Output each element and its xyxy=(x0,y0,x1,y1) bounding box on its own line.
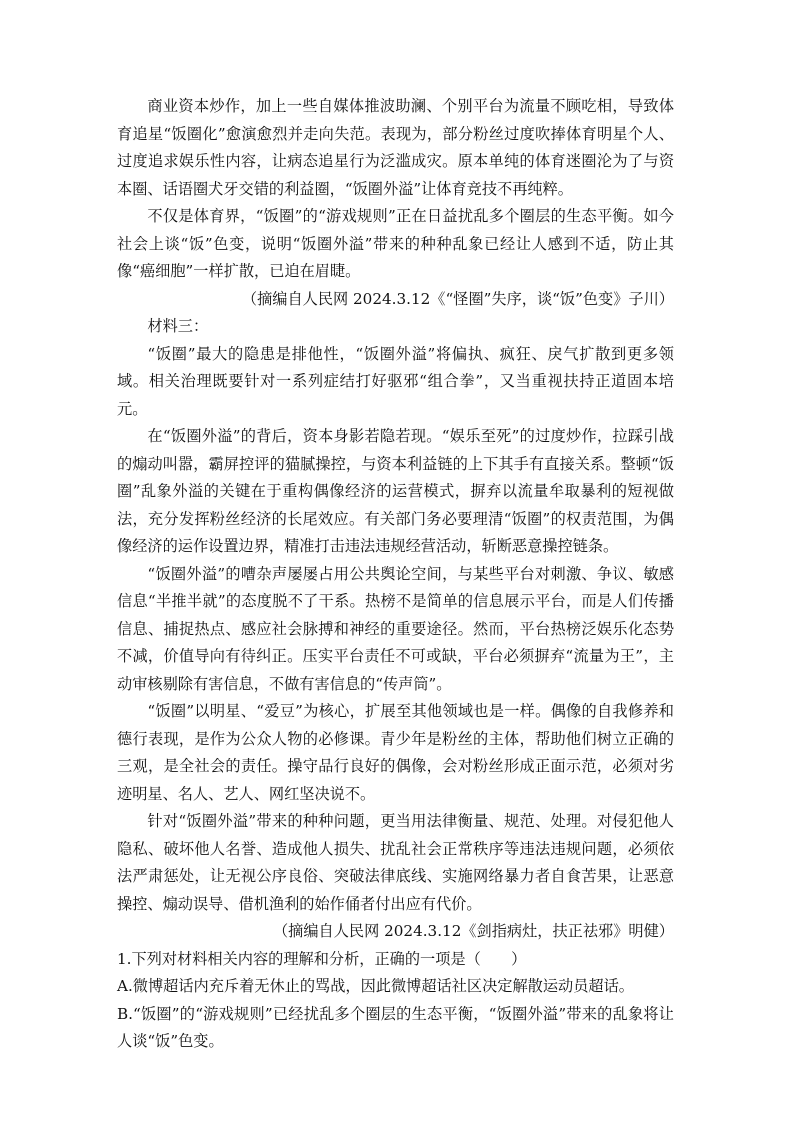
question-option-b: B.“饭圈”的“游戏规则”已经扰乱多个圈层的生态平衡，“饭圈外溢”带来的乱象将让人谈“饭”色变。 xyxy=(117,1004,674,1050)
section-heading: 材料三： xyxy=(147,317,209,335)
paragraph: “饭圈”最大的隐患是排他性，“饭圈外溢”将偏执、疯狂、戾气扩散到更多领域。相关治理既要针对一系列症结打好驱邪“组合拳”，又当重视扶持正道固本培元。 xyxy=(117,344,674,418)
source-citation: （摘编自人民网 2024.3.12《剑指病灶，扶正祛邪》明健） xyxy=(272,922,674,940)
document-page xyxy=(117,93,674,1056)
paragraph: 针对“饭圈外溢”带来的种种问题，更当用法律衡量、规范、处理。对侵犯他人隐私、破坏他人名誉、造成他人损失、扰乱社会正常秩序等违法违规问题，必须依法严肃惩处，让无视公序良俗、突破法律底线、实施网络暴力者自食苦果，让恶意操控、煽动误导、借机渔利的始作俑者付出应有代价。 xyxy=(117,812,674,913)
source-citation: （摘编自人民网 2024.3.12《“怪圈”失序，谈“饭”色变》子川） xyxy=(241,289,674,308)
question-option-a: A.微博超话内充斥着无休止的骂战，因此微博超话社区决定解散运动员超话。 xyxy=(117,977,634,995)
paragraph: “饭圈”以明星、“爱豆”为核心，扩展至其他领域也是一样。偶像的自我修养和德行表现，是作为公众人物的必修课。青少年是粉丝的主体，帮助他们树立正确的三观，是全社会的责任。操守品行良好的偶像，会对粉丝形成正面示范，必须对劣迹明星、名人、艺人、网红坚决说不。 xyxy=(117,702,674,803)
paragraph: 在“饭圈外溢”的背后，资本身影若隐若现。“娱乐至死”的过度炒作，拉踩引战的煽动叫嚣，霸屏控评的猫腻操控，与资本利益链的上下其手有直接关系。整顿“饭圈”乱象外溢的关键在于重构偶像经济的运营模式，摒弃以流量牟取暴利的短视做法，充分发挥粉丝经济的长尾效应。有关部门务必要理清“饭圈”的权责范围，为偶像经济的运作设置边界，精准打击违法违规经营活动，斩断恶意操控链条。 xyxy=(117,427,674,555)
paragraph: “饭圈外溢”的嘈杂声屡屡占用公共舆论空间，与某些平台对刺激、争议、敏感信息“半推半就”的态度脱不了干系。热榜不是简单的信息展示平台，而是人们传播信息、捕捉热点、感应社会脉搏和神经的重要途径。然而，平台热榜泛娱乐化态势不减，价值导向有待纠正。压实平台责任不可或缺，平台必须摒弃“流量为王”，主动审核剔除有害信息，不做有害信息的“传声筒”。 xyxy=(117,564,674,693)
paragraph: 商业资本炒作，加上一些自媒体推波助澜、个别平台为流量不顾吃相，导致体育追星“饭圈化”愈演愈烈并走向失范。表现为，部分粉丝过度吹捧体育明星个人、过度追求娱乐性内容，让病态追星行为泛滥成灾。原本单纯的体育迷圈沦为了与资本圈、话语圈犬牙交错的利益圈，“饭圈外溢”让体育竞技不再纯粹。 xyxy=(117,97,674,198)
question-stem: 1.下列对材料相关内容的理解和分析，正确的一项是（ ） xyxy=(117,949,527,968)
paragraph: 不仅是体育界，“饭圈”的“游戏规则”正在日益扰乱多个圈层的生态平衡。如今社会上谈“饭”色变，说明“饭圈外溢”带来的种种乱象已经让人感到不适，防止其像“癌细胞”一样扩散，已迫在眉睫。 xyxy=(117,207,674,280)
